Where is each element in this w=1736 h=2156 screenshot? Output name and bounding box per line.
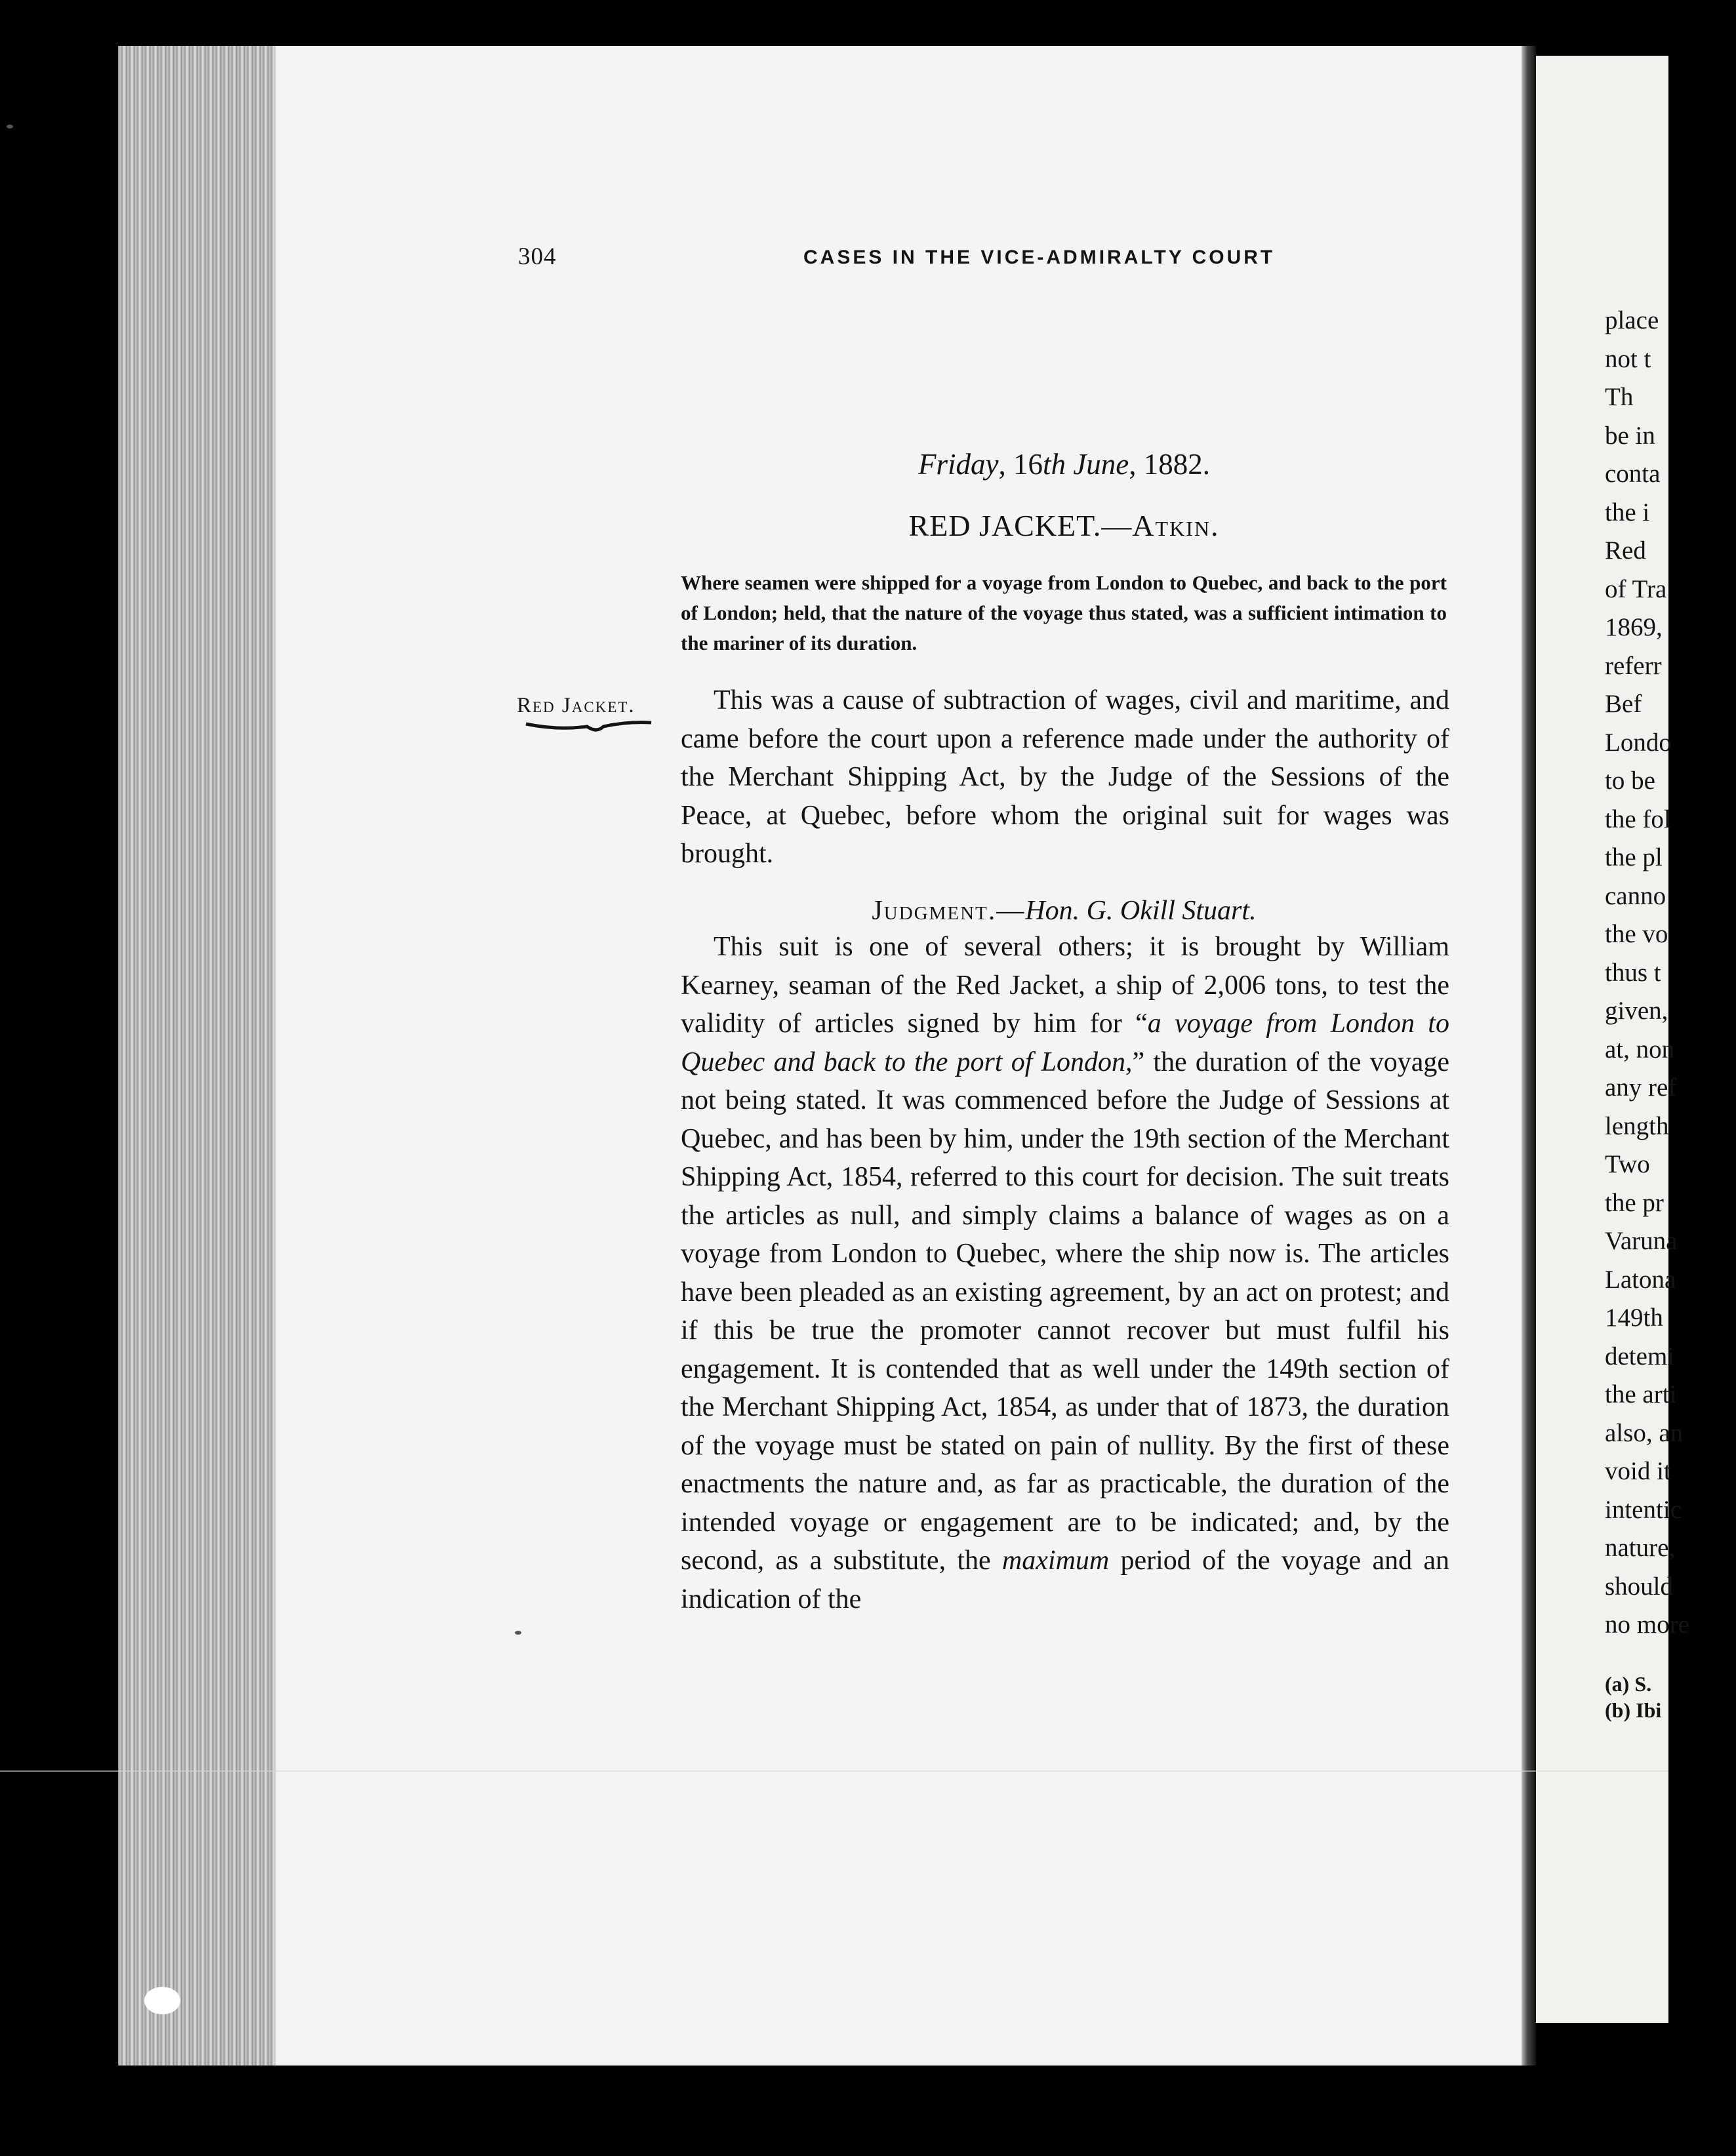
facing-page-line: intentic (1605, 1495, 1682, 1524)
facing-page-line: given, (1605, 997, 1668, 1025)
facing-page-line: not t (1605, 344, 1651, 373)
running-title: CASES IN THE VICE-ADMIRALTY COURT (803, 247, 1276, 268)
paragraph-judgment (681, 928, 1449, 1618)
date-month: June (1066, 448, 1129, 481)
judgment-label: Judgment.— (872, 896, 1026, 926)
scan-artifact-line (0, 1770, 1668, 1772)
facing-page-line: the pr (1605, 1188, 1664, 1217)
case-title-party: Atkin. (1132, 509, 1220, 542)
facing-page-line: be in (1605, 421, 1655, 450)
facing-page-line: the fol (1605, 805, 1671, 833)
facing-page-line: thus t (1605, 958, 1661, 987)
facing-page-footnote: (a) S. (1605, 1672, 1652, 1696)
facing-page-line: at, non (1605, 1035, 1675, 1064)
scan-speck (7, 125, 13, 129)
facing-page-line: 149th (1605, 1304, 1663, 1332)
facing-page-line: should (1605, 1572, 1674, 1601)
facing-page-line: the pl (1605, 843, 1663, 871)
facing-page-line: nature, (1605, 1534, 1676, 1562)
book-gutter (1522, 46, 1536, 2066)
facing-page-line: Varuna (1605, 1227, 1678, 1255)
judgment-heading (682, 895, 1446, 927)
facing-page-line: the i (1605, 498, 1650, 527)
date-day: Friday (918, 448, 999, 481)
case-title-main: RED JACKET.— (908, 509, 1133, 542)
facing-page-line: Bef (1605, 690, 1642, 718)
facing-page-line: void it (1605, 1457, 1671, 1485)
date-year: , 1882. (1129, 448, 1210, 481)
facing-page-line: the arti (1605, 1380, 1677, 1408)
facing-page-line: to be (1605, 767, 1655, 795)
judgment-text-2: ” the duration of the voyage not being stated. It was commenced before the Judge of Sessions at Quebec, and has been by him, under the 19th section of the Merchant Shipping Act, 1854, referred to this court for decision. The suit treats the articles as null, and simply claims a balance of wages as on a voyage from London to Quebec, where the ship now is. The articles have been pleaded as an existing agreement, by an act on protest; and if this be true the promoter cannot recover but must fulfil his engagement. It is contended that as well under the 149th section of the Merchant Shipping Act, 1854, as under that of 1873, the duration of the voyage must be stated on pain of nullity. By the first of these enactments the nature and, as far as practicable, the duration of the intended voyage or engagement are to be indicated; and, by the second, as a substitute, the (681, 1047, 1449, 1576)
paragraph-subtraction-of-wages: This was a cause of subtraction of wages, civil and maritime, and came before the court upon a reference made under the authority of the Merchant Shipping Act, by the Judge of the Sessions of the Peace, at Quebec, before whom the original suit for wages was brought. (681, 685, 1449, 869)
scan-blot (144, 1987, 180, 2014)
facing-page-line: canno (1605, 881, 1666, 910)
date-rest: , 16 (998, 448, 1043, 481)
judgment-text-1: This suit is one of several others; it is brought by William Kearney, seaman of the Red Jacket, a ship of 2,006 tons, to test the validity of articles signed by him for “ (681, 932, 1449, 1039)
facing-page-line: Latona (1605, 1265, 1676, 1294)
facing-page-line: Th (1605, 383, 1634, 411)
facing-page-line: of Tra (1605, 574, 1667, 603)
date-th: th (1043, 448, 1066, 481)
facing-page-line: any ref (1605, 1073, 1677, 1102)
facing-page-line: the vo (1605, 920, 1668, 948)
page-number: 304 (518, 243, 557, 270)
facing-page-line: Londo (1605, 728, 1672, 757)
case-date (682, 447, 1446, 481)
margin-flourish-ornament (525, 720, 653, 734)
facing-page-line: referr (1605, 651, 1662, 680)
judgment-text-3: period of the voyage and an indication of the (681, 1546, 1449, 1614)
facing-page-line: detemi (1605, 1342, 1675, 1370)
facing-page-line: Red (1605, 536, 1646, 565)
margin-note: Red Jacket. (517, 694, 636, 717)
case-title (682, 508, 1446, 543)
facing-page-line: place (1605, 306, 1659, 334)
facing-page-line: conta (1605, 460, 1661, 488)
facing-page-text (1605, 302, 1736, 1645)
maximum-emphasis: maximum (1001, 1546, 1110, 1576)
facing-page-line: Two (1605, 1150, 1650, 1178)
page-edges (118, 46, 282, 2066)
voyage-quote: a voyage from London to Quebec and back to the port of London, (681, 1008, 1449, 1077)
headnote: Where seamen were shipped for a voyage from London to Quebec, and back to the port of London; held, that the nature of the voyage thus stated, was a sufficient intimation to the mariner of its duration. (681, 571, 1447, 654)
facing-page-line: length (1605, 1111, 1669, 1140)
judge-name: Hon. G. Okill Stuart. (1025, 896, 1257, 926)
facing-page-line: 1869, (1605, 613, 1663, 641)
facing-page-line: no more (1605, 1610, 1689, 1639)
facing-page-line: also, an (1605, 1418, 1684, 1447)
scan-speck (515, 1631, 521, 1635)
facing-page-footnotes (1605, 1671, 1736, 1723)
facing-page-footnote: (b) Ibi (1605, 1698, 1662, 1722)
